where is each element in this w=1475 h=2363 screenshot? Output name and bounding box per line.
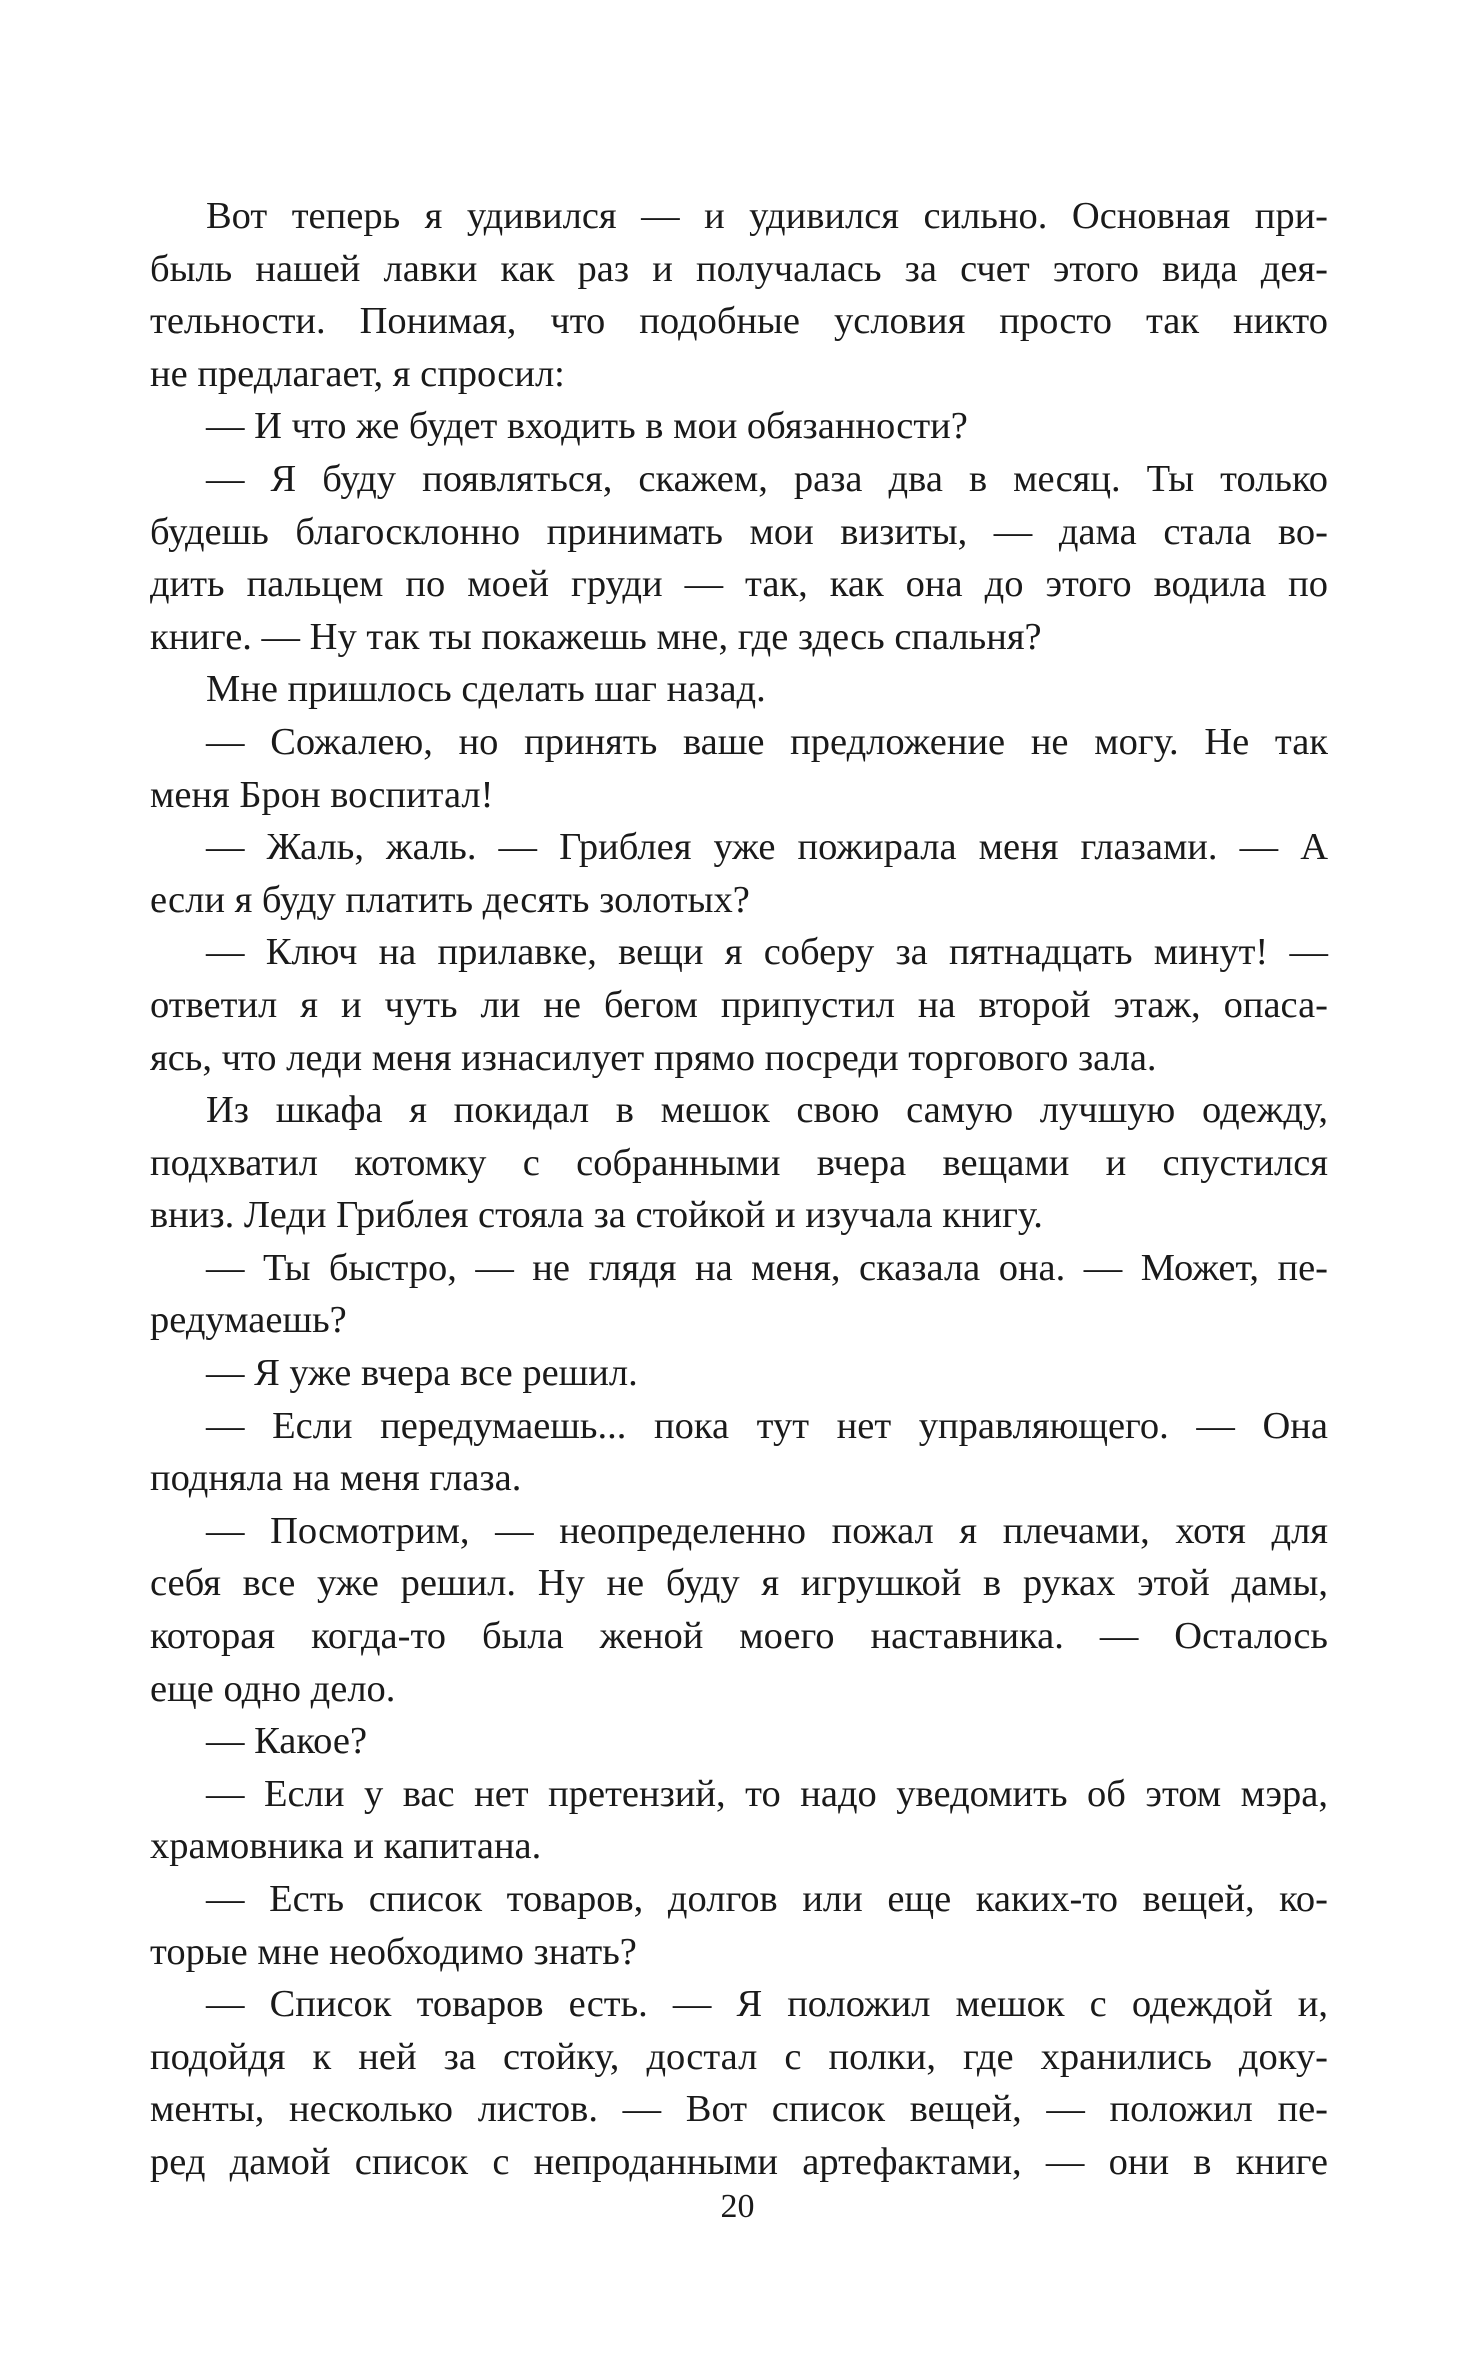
text-line: меня Брон воспитал! (150, 773, 494, 816)
text-line: — Если передумаешь... пока тут нет управляющего. — Она (206, 1404, 1328, 1447)
text-line: — Есть список товаров, долгов или еще каких-то вещей, ко- (206, 1878, 1328, 1920)
text-line: — Я уже вчера все решил. (206, 1352, 638, 1395)
text-line: — Сожалею, но принять ваше предложение не могу. Не так (206, 720, 1328, 763)
text-line: — Я буду появляться, скажем, раза два в месяц. Ты только (206, 457, 1328, 500)
text-line: вниз. Леди Гриблея стояла за стойкой и изучала книгу. (150, 1194, 1043, 1237)
text-line: ответил я и чуть ли не бегом припустил на второй этаж, опаса- (150, 983, 1328, 1026)
body-text (150, 190, 1328, 2189)
text-line: быль нашей лавки как раз и получалась за счет этого вида дея- (150, 247, 1328, 290)
text-line: — Жаль, жаль. — Гриблея уже пожирала меня глазами. — А (206, 826, 1328, 869)
text-line: будешь благосклонно принимать мои визиты, — дама стала во- (150, 510, 1328, 553)
text-line: подойдя к ней за стойку, достал с полки, где хранились доку- (150, 2035, 1328, 2078)
text-line: Мне пришлось сделать шаг назад. (206, 668, 766, 711)
text-line: еще одно дело. (150, 1667, 396, 1710)
text-line: — Ты быстро, — не глядя на меня, сказала она. — Может, пе- (206, 1246, 1328, 1289)
text-line: книге. — Ну так ты покажешь мне, где здесь спальня? (150, 615, 1042, 658)
text-line: ред дамой список с непроданными артефактами, — они в книге (150, 2140, 1328, 2183)
text-line: менты, несколько листов. — Вот список вещей, — положил пе- (150, 2088, 1328, 2131)
text-line: редумаешь? (150, 1299, 347, 1342)
text-line: которая когда-то была женой моего наставника. — Осталось (150, 1615, 1328, 1658)
text-line: себя все уже решил. Ну не буду я игрушкой в руках этой дамы, (150, 1562, 1328, 1605)
text-line: тельности. Понимая, что подобные условия просто так никто (150, 300, 1328, 343)
text-line: подняла на меня глаза. (150, 1457, 522, 1500)
text-line: если я буду платить десять золотых? (150, 878, 750, 921)
text-line: подхватил котомку с собранными вчера вещами и спустился (150, 1141, 1328, 1184)
text-line: Вот теперь я удивился — и удивился сильно. Основная при- (206, 195, 1328, 237)
text-line: — Список товаров есть. — Я положил мешок с одеждой и, (206, 1983, 1328, 2026)
text-line: торые мне необходимо знать? (150, 1930, 637, 1973)
text-line: не предлагает, я спросил: (150, 352, 565, 395)
text-line: — Какое? (206, 1720, 368, 1763)
text-line: — И что же будет входить в мои обязанности? (206, 405, 968, 448)
text-line: храмовника и капитана. (150, 1825, 542, 1868)
text-line: Из шкафа я покидал в мешок свою самую лучшую одежду, (206, 1089, 1328, 1132)
text-line: — Если у вас нет претензий, то надо уведомить об этом мэра, (206, 1772, 1328, 1815)
text-line: — Посмотрим, — неопределенно пожал я плечами, хотя для (206, 1509, 1328, 1552)
text-line: ясь, что леди меня изнасилует прямо посреди торгового зала. (150, 1036, 1157, 1079)
page-number: 20 (720, 2188, 755, 2225)
text-line: — Ключ на прилавке, вещи я соберу за пятнадцать минут! — (206, 931, 1328, 974)
text-line: дить пальцем по моей груди — так, как она до этого водила по (150, 563, 1328, 606)
